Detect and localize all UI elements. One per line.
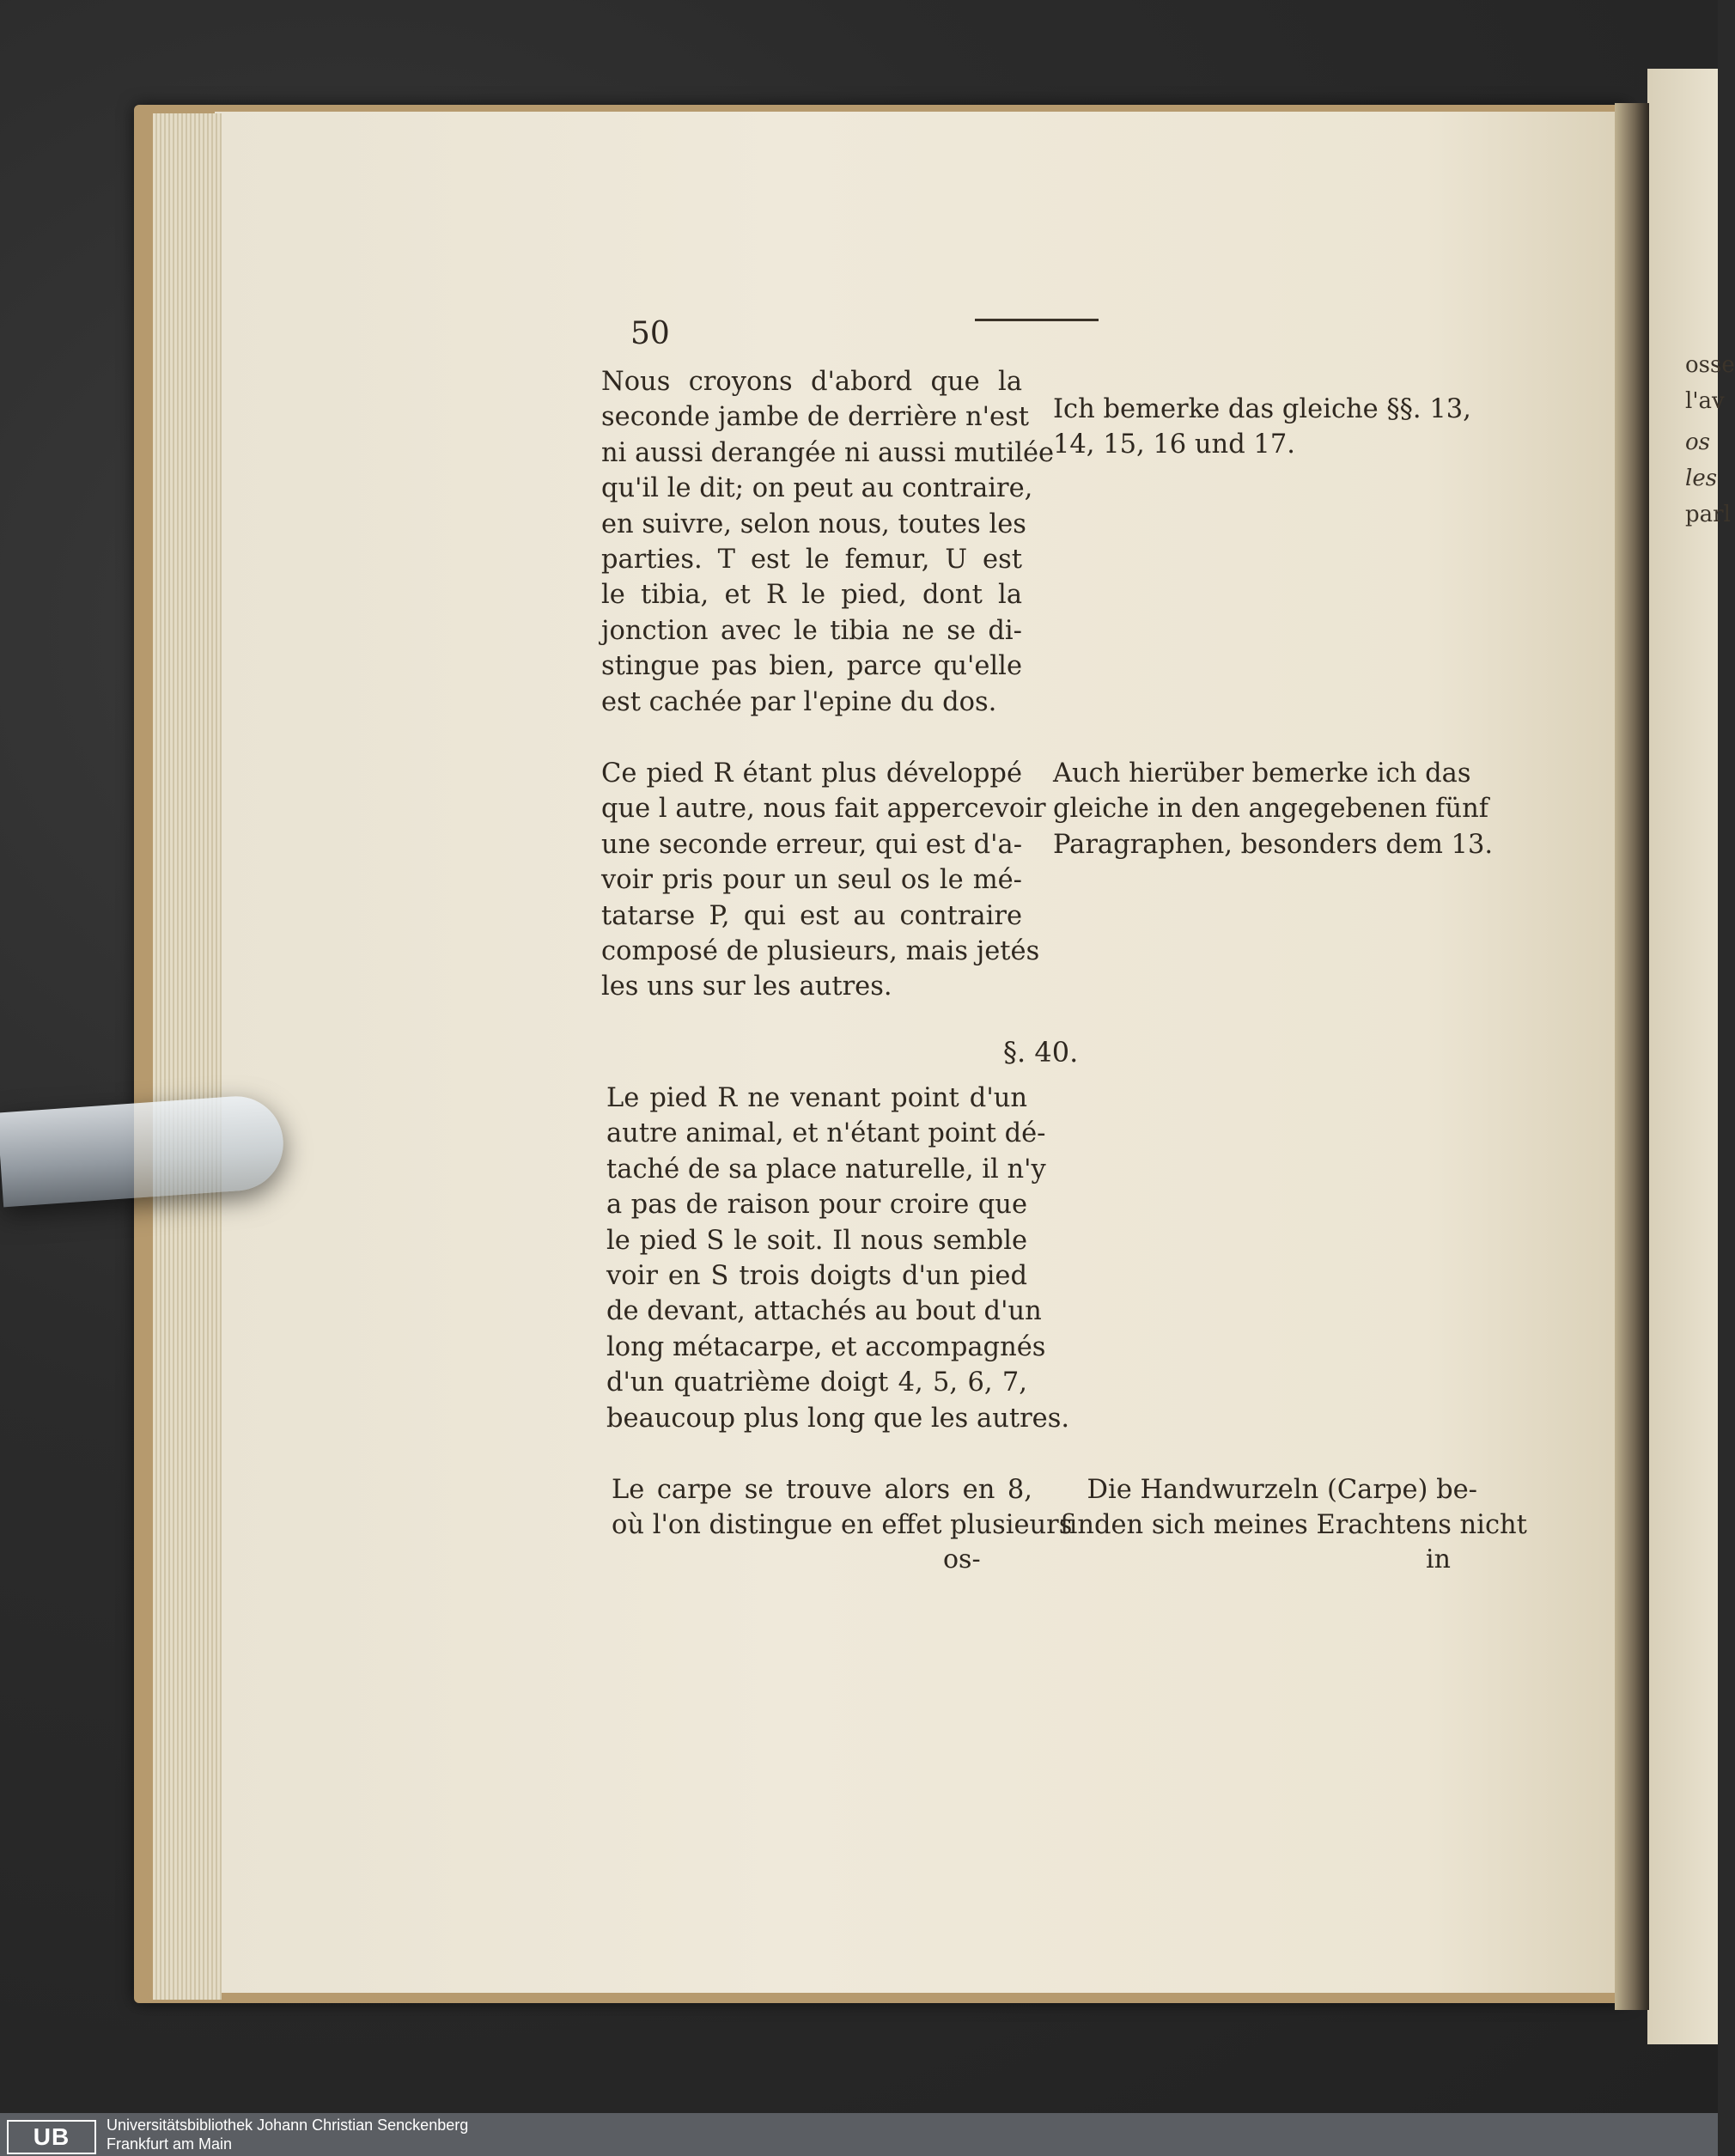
- library-logo: UB: [7, 2120, 96, 2154]
- facing-page-fragment: os: [1685, 429, 1710, 455]
- text-line: de devant, attachés au bout d'un: [606, 1296, 1042, 1327]
- text-line: autre animal, et n'étant point dé-: [606, 1118, 1046, 1149]
- french-paragraph-2: [601, 756, 1046, 1005]
- german-paragraph-2: [1053, 756, 1494, 862]
- german-paragraph-3: [1060, 1472, 1527, 1544]
- text-line: Ich bemerke das gleiche §§. 13,: [1053, 394, 1471, 424]
- text-line: Paragraphen, besonders dem 13.: [1053, 829, 1494, 860]
- page-number: 50: [630, 316, 670, 351]
- page-stack-edge: [153, 113, 222, 2000]
- section-heading: §. 40.: [1003, 1036, 1079, 1069]
- text-line: parties. T est le femur, U est: [601, 545, 1022, 576]
- book-gutter: [1615, 103, 1649, 2010]
- text-line: Die Handwurzeln (Carpe) be-: [1087, 1475, 1477, 1505]
- text-line: voir pris pour un seul os le mé-: [601, 865, 1022, 896]
- text-line: ni aussi derangée ni aussi mutilée: [601, 437, 1055, 468]
- text-line: une seconde erreur, qui est d'a-: [601, 829, 1022, 860]
- facing-page-fragment: osse: [1685, 352, 1735, 378]
- text-line: le tibia, et R le pied, dont la: [601, 580, 1022, 611]
- text-line: 14, 15, 16 und 17.: [1053, 429, 1295, 460]
- library-location: Frankfurt am Main: [107, 2135, 233, 2153]
- text-line: stingue pas bien, parce qu'elle: [601, 651, 1022, 682]
- glass-page-weight: [0, 1093, 286, 1208]
- text-line: beaucoup plus long que les autres.: [606, 1403, 1070, 1434]
- german-catchword: in: [1426, 1544, 1451, 1574]
- library-name: Universitätsbibliothek Johann Christian Senckenberg: [107, 2116, 469, 2134]
- text-line: composé de plusieurs, mais jetés: [601, 936, 1040, 967]
- text-line: seconde jambe de derrière n'est: [601, 402, 1030, 433]
- text-line: taché de sa place naturelle, il n'y: [606, 1154, 1046, 1185]
- text-line: le pied S le soit. Il nous semble: [606, 1225, 1027, 1256]
- facing-page-fragment: l'av: [1685, 388, 1725, 414]
- facing-page-fragment: les: [1685, 466, 1718, 491]
- text-line: tatarse P, qui est au contraire: [601, 900, 1022, 931]
- text-line: long métacarpe, et accompagnés: [606, 1331, 1046, 1362]
- text-line: d'un quatrième doigt 4, 5, 6, 7,: [606, 1367, 1027, 1398]
- text-line: jonction avec le tibia ne se di-: [601, 615, 1022, 646]
- text-line: a pas de raison pour croire que: [606, 1190, 1027, 1221]
- facing-page-fragment: parl: [1685, 502, 1731, 527]
- text-line: que l autre, nous fait appercevoir: [601, 794, 1046, 825]
- text-line: Le carpe se trouve alors en 8,: [612, 1475, 1032, 1505]
- text-line: où l'on distingue en effet plusieurs: [612, 1510, 1073, 1541]
- french-paragraph-4: [612, 1472, 1073, 1544]
- text-line: voir en S trois doigts d'un pied: [606, 1261, 1027, 1292]
- footer-bar: [0, 2113, 1718, 2156]
- text-line: Le pied R ne venant point d'un: [606, 1083, 1027, 1113]
- text-line: finden sich meines Erachtens nicht: [1060, 1510, 1527, 1541]
- french-paragraph-3: [606, 1081, 1070, 1436]
- text-line: en suivre, selon nous, toutes les: [601, 509, 1026, 539]
- text-line: qu'il le dit; on peut au contraire,: [601, 473, 1033, 504]
- text-line: les uns sur les autres.: [601, 971, 892, 1002]
- text-line: Ce pied R étant plus développé: [601, 758, 1022, 789]
- french-paragraph-1: [601, 364, 1055, 720]
- text-line: Nous croyons d'abord que la: [601, 367, 1022, 397]
- text-line: est cachée par l'epine du dos.: [601, 686, 997, 717]
- text-line: gleiche in den angegebenen fünf: [1053, 794, 1489, 825]
- french-catchword: os-: [943, 1544, 981, 1574]
- text-line: Auch hierüber bemerke ich das: [1053, 758, 1471, 789]
- header-rule: [975, 319, 1099, 321]
- german-paragraph-1: [1053, 392, 1471, 463]
